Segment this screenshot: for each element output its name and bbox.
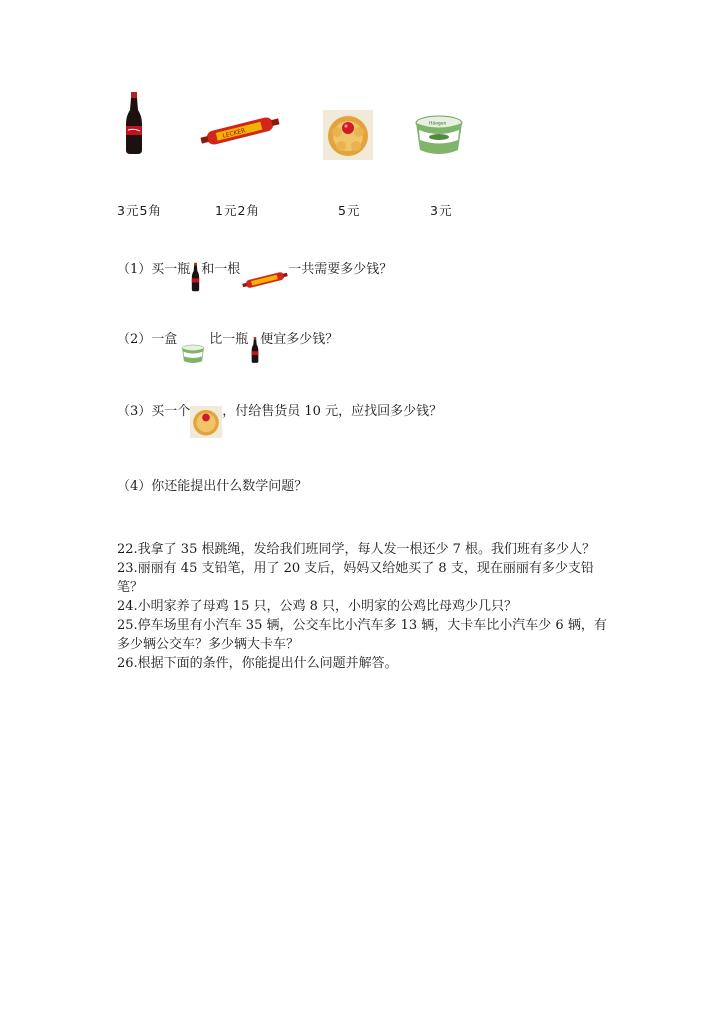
question-2-part-a: （2）一盒 [117,332,178,347]
question-1-part-c: 一共需要多少钱？ [288,262,393,277]
price-cola: 3元5角 [117,203,162,218]
question-4 [117,474,307,494]
word-problems [117,540,617,673]
question-1-part-b: 和一根 [201,262,241,277]
question-1 [117,254,392,294]
cola-bottle-icon [250,336,260,364]
cola-bottle-icon [190,262,201,292]
problem-24: 24.小明家养了母鸡 15 只，公鸡 8 只，小明家的公鸡比母鸡少几只？ [117,599,518,614]
sausage-icon [242,270,288,290]
question-3-part-b: ，付给售货员 10 元，应找回多少钱？ [222,404,443,419]
question-2-part-b: 比一瓶 [209,332,249,347]
price-bread: 5元 [338,203,361,218]
problem-26: 26.根据下面的条件，你能提出什么问题并解答。 [117,656,398,671]
ice-cream-tub-icon [414,114,464,156]
question-4-text: （4）你还能提出什么数学问题？ [117,479,308,494]
sausage-icon [200,116,280,146]
question-1-part-a: （1）买一瓶 [117,262,191,277]
svg-text:Häagen: Häagen [429,121,447,127]
svg-text:LECKER: LECKER [221,127,247,140]
problem-22: 22.我拿了 35 根跳绳，发给我们班同学，每人发一根还少 7 根。我们班有多少人？ [117,542,596,557]
problem-25: 25.停车场里有小汽车 35 辆，公交车比小汽车多 13 辆，大卡车比小汽车少 6 辆，有多少辆公交车？多少辆大卡车？ [117,618,607,652]
price-ice-cream: 3元 [430,203,453,218]
price-sausage: 1元2角 [215,203,260,218]
question-3-part-a: （3）买一个 [117,404,191,419]
problem-23: 23.丽丽有 45 支铅笔，用了 20 支后，妈妈又给她买了 8 支，现在丽丽有多少支铅笔？ [117,561,594,595]
question-2-part-c: 便宜多少钱？ [260,332,339,347]
cola-bottle-icon [122,92,146,154]
bread-icon [323,110,373,160]
question-2 [117,326,338,366]
bread-icon [190,406,222,438]
ice-cream-tub-icon [181,344,205,364]
question-3 [117,398,442,438]
